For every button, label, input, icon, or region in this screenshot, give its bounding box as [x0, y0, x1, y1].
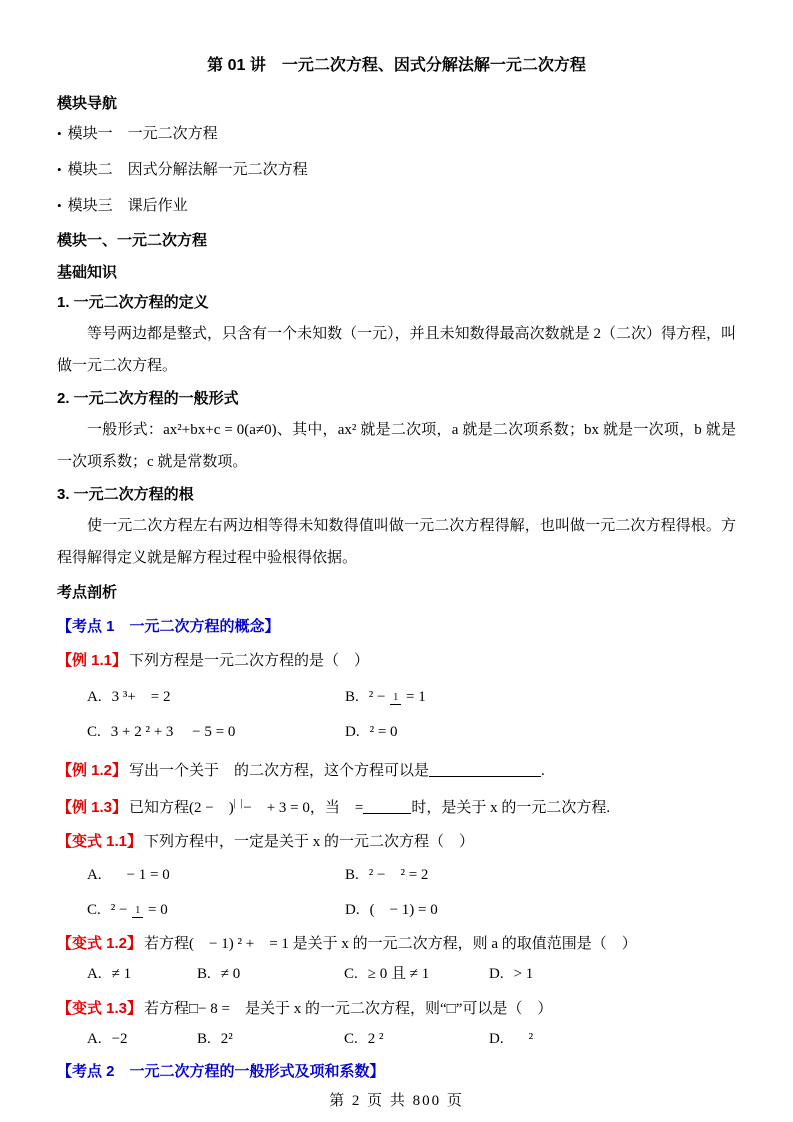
option-b: [197, 1022, 344, 1057]
variant-text: 若方程( − 1) ² + = 1 是关于 x 的一元二次方程，则 a 的取值范围是（ ）: [144, 936, 637, 952]
variant-1-1: [57, 829, 736, 855]
option-formula: ≠ 1: [111, 966, 132, 982]
option-c: [344, 1022, 489, 1057]
option-letter: D.: [489, 1031, 504, 1047]
page-footer: 第 2 页 共 800 页: [329, 1093, 464, 1109]
option-a: [87, 680, 345, 715]
def1-heading: 1. 一元二次方程的定义: [57, 294, 209, 311]
def3-body: 使一元二次方程左右两边相等得未知数得值叫做一元二次方程得解，也叫做一元二次方程得根。方程得解得定义就是解方程过程中验根得依据。: [57, 518, 736, 566]
option-d: [345, 715, 736, 750]
module1-heading: 模块一、一元二次方程: [57, 232, 208, 249]
option-letter: C.: [344, 1031, 358, 1047]
example-text: 写出一个关于 的二次方程，这个方程可以是: [129, 763, 430, 779]
option-c: [87, 715, 345, 750]
example-text: 已知方程(2 − ): [129, 800, 234, 816]
option-letter: B.: [345, 867, 359, 883]
option-letter: D.: [345, 724, 360, 740]
example-1-1-options: [87, 680, 736, 750]
example-text: − + 3 = 0，当 =: [243, 800, 364, 816]
variant-text: 下列方程中，一定是关于 x 的一元二次方程（ ）: [144, 834, 475, 850]
nav-item-label: 模块一 一元二次方程: [67, 126, 218, 142]
option-letter: C.: [87, 902, 101, 918]
example-text: 下列方程是一元二次方程的是（ ）: [129, 653, 370, 669]
superscript: | |: [233, 798, 244, 809]
option-formula: ²: [513, 1031, 534, 1047]
bullet-icon: •: [57, 198, 62, 213]
fraction: 1: [132, 905, 143, 918]
variant-1-3: [57, 996, 736, 1022]
example-label: 【例 1.3】: [57, 799, 128, 816]
example-tail: 时，是关于 x 的一元二次方程.: [411, 800, 611, 816]
nav-item-label: 模块三 课后作业: [67, 198, 188, 214]
option-formula: > 1: [513, 966, 534, 982]
option-formula: − 1 = 0: [111, 867, 170, 883]
variant-1-3-options: [87, 1022, 736, 1057]
option-d: [489, 1022, 736, 1057]
def2-body: 一般形式：ax²+bx+c = 0(a≠0)、其中，ax² 就是二次项，a 就是二次项系数；bx 就是一次项，b 就是一次项系数；c 就是常数项。: [57, 422, 736, 470]
option-a: [87, 858, 345, 893]
example-label: 【例 1.1】: [57, 652, 128, 669]
option-letter: D.: [345, 902, 360, 918]
page-title: 第 01 讲 一元二次方程、因式分解法解一元二次方程: [207, 57, 586, 74]
bullet-icon: •: [57, 162, 62, 177]
option-c: [87, 893, 345, 928]
option-formula: 3 + 2 ² + 3 − 5 = 0: [110, 724, 236, 740]
example-1-1: [57, 648, 736, 674]
option-formula: ² − ² = 2: [368, 867, 429, 883]
option-d: [345, 893, 736, 928]
nav-item-module2: [57, 152, 736, 188]
option-formula: ≠ 0: [220, 966, 241, 982]
example-tail: .: [541, 763, 545, 779]
variant-1-2: [57, 931, 736, 957]
option-letter: A.: [87, 867, 102, 883]
option-formula: 3 ³+ = 2: [111, 689, 171, 705]
option-letter: D.: [489, 966, 504, 982]
nav-item-label: 模块二 因式分解法解一元二次方程: [67, 162, 308, 178]
option-letter: C.: [87, 724, 101, 740]
blank-line: [363, 798, 411, 814]
variant-text: 若方程□− 8 = 是关于 x 的一元二次方程，则“□”可以是（ ）: [144, 1001, 553, 1017]
nav-item-module1: [57, 116, 736, 152]
nav-item-module3: [57, 188, 736, 224]
option-letter: A.: [87, 966, 102, 982]
variant-label: 【变式 1.1】: [57, 833, 143, 850]
option-letter: B.: [197, 1031, 211, 1047]
option-formula: −2: [111, 1031, 128, 1047]
option-formula: ² − 1 = 0: [110, 902, 168, 918]
option-letter: A.: [87, 689, 102, 705]
option-letter: C.: [344, 966, 358, 982]
option-formula: 2 ²: [367, 1031, 384, 1047]
option-formula: ² = 0: [369, 724, 398, 740]
variant-label: 【变式 1.3】: [57, 1000, 143, 1017]
kaodian1-heading: 【考点 1 一元二次方程的概念】: [57, 618, 280, 635]
nav-heading: 模块导航: [57, 95, 118, 112]
option-formula: ² − 1 = 1: [368, 689, 426, 705]
kaodian2-heading: 【考点 2 一元二次方程的一般形式及项和系数】: [57, 1063, 385, 1080]
option-letter: A.: [87, 1031, 102, 1047]
option-formula: ( − 1) = 0: [369, 902, 438, 918]
variant-1-2-options: [87, 957, 736, 992]
option-letter: B.: [197, 966, 211, 982]
blank-line: [429, 761, 541, 777]
def3-heading: 3. 一元二次方程的根: [57, 486, 194, 503]
option-formula: ≥ 0 且 ≠ 1: [367, 966, 430, 982]
option-a: [87, 1022, 197, 1057]
option-b: [345, 680, 736, 715]
def1-body: 等号两边都是整式，只含有一个未知数（一元），并且未知数得最高次数就是 2（二次）得方程，叫做一元二次方程。: [57, 326, 736, 374]
option-c: [344, 957, 489, 992]
option-b: [197, 957, 344, 992]
option-letter: B.: [345, 689, 359, 705]
option-formula: 2²: [220, 1031, 233, 1047]
example-label: 【例 1.2】: [57, 762, 128, 779]
variant-label: 【变式 1.2】: [57, 935, 143, 952]
variant-1-1-options: [87, 858, 736, 928]
option-a: [87, 957, 197, 992]
basics-heading: 基础知识: [57, 264, 118, 281]
fraction: 1: [390, 692, 401, 705]
bullet-icon: •: [57, 126, 62, 141]
def2-heading: 2. 一元二次方程的一般形式: [57, 390, 239, 407]
examine-heading: 考点剖析: [57, 584, 118, 601]
example-1-3: [57, 791, 736, 821]
option-b: [345, 858, 736, 893]
example-1-2: [57, 758, 736, 784]
option-d: [489, 957, 736, 992]
